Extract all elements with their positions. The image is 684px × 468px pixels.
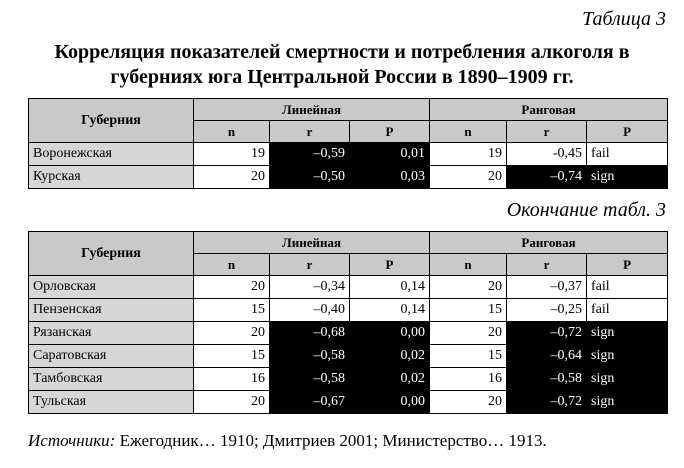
linear-n-cell: 15 — [194, 299, 270, 322]
province-name-cell: Тульская — [29, 391, 194, 414]
linear-r-cell: –0,58 — [270, 345, 350, 368]
rank-n-cell: 20 — [430, 166, 507, 189]
header-rank-p: P — [587, 121, 668, 143]
table-row — [29, 166, 668, 189]
rank-n-cell: 16 — [430, 368, 507, 391]
rank-p-cell: sign — [587, 345, 668, 368]
province-name-cell: Рязанская — [29, 322, 194, 345]
rank-r-cell: –0,37 — [507, 276, 587, 299]
linear-p-cell: 0,01 — [350, 143, 430, 166]
linear-n-cell: 20 — [194, 322, 270, 345]
rank-n-cell: 15 — [430, 299, 507, 322]
rank-r-cell: –0,25 — [507, 299, 587, 322]
linear-p-cell: 0,00 — [350, 391, 430, 414]
linear-p-cell: 0,00 — [350, 322, 430, 345]
rank-r-cell: –0,58 — [507, 368, 587, 391]
header-linear-n: n — [194, 121, 270, 143]
linear-n-cell: 15 — [194, 345, 270, 368]
linear-n-cell: 19 — [194, 143, 270, 166]
header-rank-n: n — [430, 254, 507, 276]
province-name-cell: Курская — [29, 166, 194, 189]
header-province: Губерния — [29, 99, 194, 143]
rank-p-cell: sign — [587, 166, 668, 189]
rank-p-cell: sign — [587, 322, 668, 345]
table-row — [29, 345, 668, 368]
linear-r-cell: –0,34 — [270, 276, 350, 299]
rank-p-cell: fail — [587, 299, 668, 322]
linear-n-cell: 20 — [194, 391, 270, 414]
sources-note — [28, 431, 547, 451]
header-rank-p: P — [587, 254, 668, 276]
header-linear-p: P — [350, 121, 430, 143]
rank-r-cell: –0,74 — [507, 166, 587, 189]
table1-body — [29, 143, 668, 189]
header-rank: Ранговая — [430, 99, 668, 121]
rank-r-cell: –0,72 — [507, 391, 587, 414]
linear-p-cell: 0,14 — [350, 299, 430, 322]
rank-n-cell: 20 — [430, 322, 507, 345]
header-linear: Линейная — [194, 99, 430, 121]
rank-n-cell: 20 — [430, 391, 507, 414]
linear-p-cell: 0,14 — [350, 276, 430, 299]
header-province: Губерния — [29, 232, 194, 276]
table-title — [0, 40, 684, 90]
linear-p-cell: 0,02 — [350, 368, 430, 391]
header-rank-r: r — [507, 121, 587, 143]
header-linear-p: P — [350, 254, 430, 276]
linear-n-cell: 16 — [194, 368, 270, 391]
linear-r-cell: –0,58 — [270, 368, 350, 391]
linear-p-cell: 0,02 — [350, 345, 430, 368]
rank-n-cell: 19 — [430, 143, 507, 166]
linear-r-cell: –0,67 — [270, 391, 350, 414]
header-rank: Ранговая — [430, 232, 668, 254]
linear-r-cell: –0,59 — [270, 143, 350, 166]
rank-p-cell: fail — [587, 143, 668, 166]
header-rank-n: n — [430, 121, 507, 143]
rank-p-cell: fail — [587, 276, 668, 299]
province-name-cell: Орловская — [29, 276, 194, 299]
province-name-cell: Воронежская — [29, 143, 194, 166]
linear-r-cell: –0,40 — [270, 299, 350, 322]
rank-r-cell: –0,72 — [507, 322, 587, 345]
linear-n-cell: 20 — [194, 276, 270, 299]
linear-r-cell: –0,50 — [270, 166, 350, 189]
rank-n-cell: 20 — [430, 276, 507, 299]
province-name-cell: Саратовская — [29, 345, 194, 368]
correlation-table-part-2 — [28, 231, 668, 414]
linear-n-cell: 20 — [194, 166, 270, 189]
correlation-table-part-1 — [28, 98, 668, 189]
linear-r-cell: –0,68 — [270, 322, 350, 345]
table-row — [29, 299, 668, 322]
rank-n-cell: 15 — [430, 345, 507, 368]
table-row — [29, 276, 668, 299]
province-name-cell: Тамбовская — [29, 368, 194, 391]
sources-label: Источники: — [28, 431, 116, 450]
table-row — [29, 391, 668, 414]
table-row — [29, 143, 668, 166]
header-rank-r: r — [507, 254, 587, 276]
linear-p-cell: 0,03 — [350, 166, 430, 189]
header-linear-n: n — [194, 254, 270, 276]
table-title-line-1: Корреляция показателей смертности и потребления алкоголя в — [54, 41, 630, 63]
header-linear-r: r — [270, 121, 350, 143]
rank-r-cell: –0,64 — [507, 345, 587, 368]
rank-r-cell: -0,45 — [507, 143, 587, 166]
table-number-label: Таблица 3 — [582, 8, 666, 30]
sources-text: Ежегодник… 1910; Дмитриев 2001; Министерство… 1913. — [115, 431, 547, 450]
continuation-label: Окончание табл. 3 — [506, 199, 666, 221]
header-linear-r: r — [270, 254, 350, 276]
table-title-line-2: губерниях юга Центральной России в 1890–1909 гг. — [110, 66, 574, 88]
header-linear: Линейная — [194, 232, 430, 254]
table-row — [29, 368, 668, 391]
rank-p-cell: sign — [587, 368, 668, 391]
table2-body — [29, 276, 668, 414]
table-row — [29, 322, 668, 345]
province-name-cell: Пензенская — [29, 299, 194, 322]
rank-p-cell: sign — [587, 391, 668, 414]
